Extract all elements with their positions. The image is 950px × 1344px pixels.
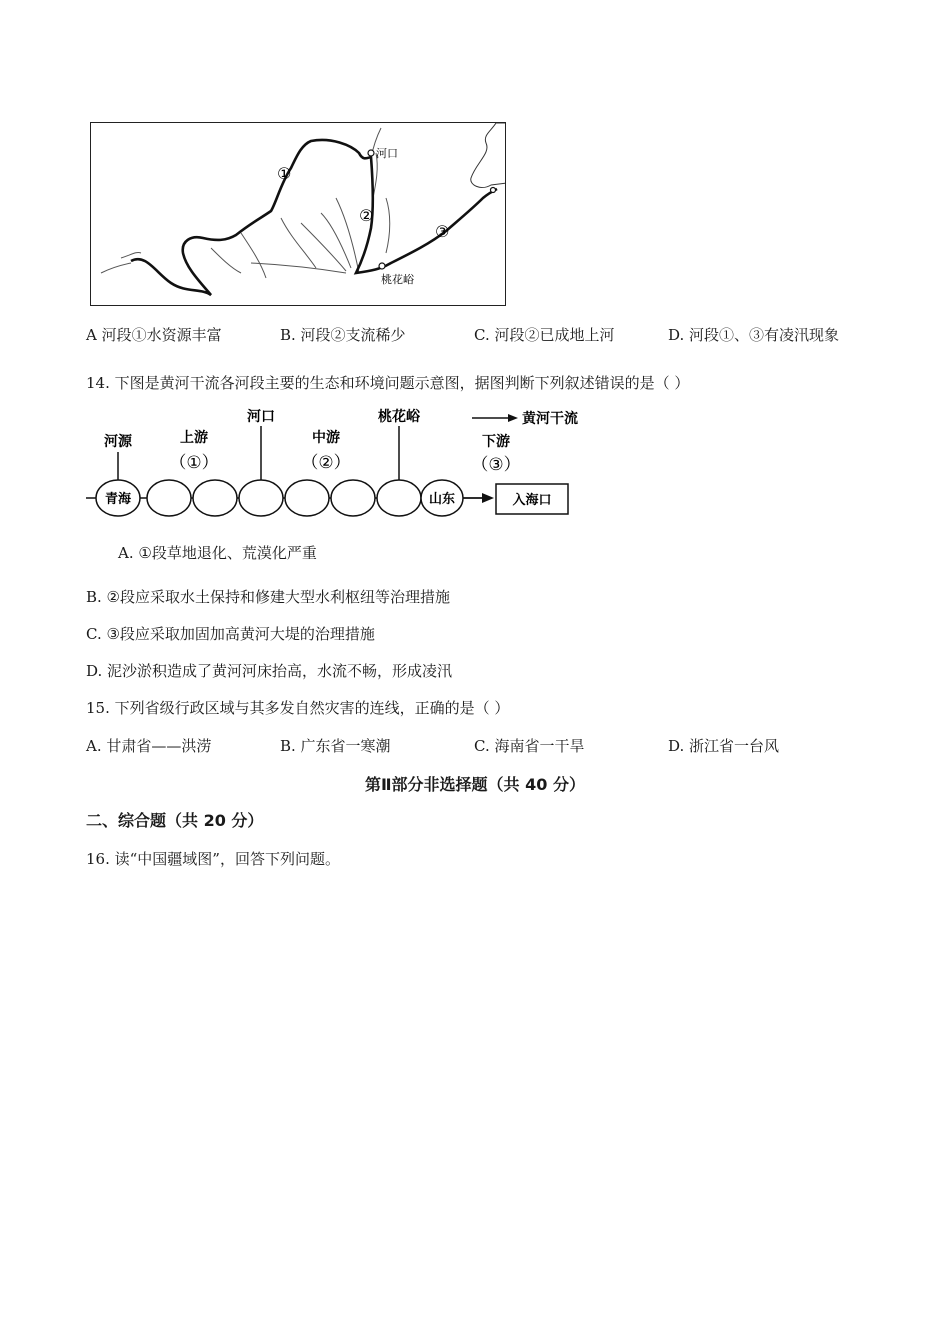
part2-title: 第Ⅱ部分非选择题（共 40 分） xyxy=(365,775,585,794)
q14-stem: 14. 下图是黄河干流各河段主要的生态和环境问题示意图，据图判断下列叙述错误的是（ ） xyxy=(86,374,690,392)
label-mainstream: 黄河干流 xyxy=(522,411,578,427)
q15-option-a[interactable]: A. 甘肃省——洪涝 xyxy=(86,737,212,755)
label-seg3: （③） xyxy=(471,455,521,475)
yellow-river-segment-diagram xyxy=(86,404,606,522)
q14-option-a[interactable]: A. ①段草地退化、荒漠化严重 xyxy=(118,544,317,562)
label-shandong: 山东 xyxy=(428,492,456,507)
yellow-river-mainstream xyxy=(131,140,497,295)
circle-1 xyxy=(147,480,191,516)
q14-option-c[interactable]: C. ③段应采取加固加高黄河大堤的治理措施 xyxy=(86,625,375,643)
q13-option-d[interactable]: D. 河段①、③有凌汛现象 xyxy=(668,326,840,344)
q15-option-d[interactable]: D. 浙江省一台风 xyxy=(668,737,780,755)
legend-arrow-head xyxy=(508,414,518,422)
section2-title: 二、综合题（共 20 分） xyxy=(86,811,264,830)
q14-option-d[interactable]: D. 泥沙淤积造成了黄河河床抬高，水流不畅，形成凌汛 xyxy=(86,662,453,680)
q15-option-c[interactable]: C. 海南省一干旱 xyxy=(474,737,585,755)
circle-2 xyxy=(193,480,237,516)
map-label-seg2: ② xyxy=(359,206,374,225)
label-qinghai: 青海 xyxy=(104,492,132,507)
segment-diagram-svg xyxy=(86,404,606,522)
circle-3 xyxy=(239,480,283,516)
label-hekou: 河口 xyxy=(247,409,275,425)
circle-5 xyxy=(331,480,375,516)
label-shangyou: 上游 xyxy=(180,430,208,446)
yellow-river-map xyxy=(90,122,506,306)
q14-option-b[interactable]: B. ②段应采取水土保持和修建大型水利枢纽等治理措施 xyxy=(86,588,451,606)
coastline xyxy=(471,123,506,187)
hekou-marker xyxy=(368,150,374,156)
q15-option-b[interactable]: B. 广东省一寒潮 xyxy=(280,737,391,755)
label-heyuan: 河源 xyxy=(104,434,132,450)
q13-option-a[interactable]: A 河段①水资源丰富 xyxy=(86,326,222,344)
estuary-marker xyxy=(491,188,496,193)
circle-6 xyxy=(377,480,421,516)
map-label-taohuayu: 桃花峪 xyxy=(381,273,414,286)
label-seg1: （①） xyxy=(169,453,219,473)
q15-stem: 15. 下列省级行政区域与其多发自然灾害的连线，正确的是（ ） xyxy=(86,699,510,717)
label-xiayou: 下游 xyxy=(482,434,510,450)
map-label-hekou: 河口 xyxy=(376,147,398,160)
map-label-seg1: ① xyxy=(277,164,292,183)
label-taohuayu: 桃花峪 xyxy=(378,409,420,425)
q16-stem: 16. 读“中国疆域图”，回答下列问题。 xyxy=(86,850,340,868)
map-label-seg3: ③ xyxy=(435,222,450,241)
axis-arrow xyxy=(482,493,494,503)
label-estuary: 入海口 xyxy=(512,493,552,508)
q13-option-c[interactable]: C. 河段②已成地上河 xyxy=(474,326,615,344)
label-seg2: （②） xyxy=(301,453,351,473)
taohuayu-marker xyxy=(379,263,385,269)
yellow-river-map-svg xyxy=(91,123,506,306)
label-zhongyou: 中游 xyxy=(312,430,340,446)
circle-4 xyxy=(285,480,329,516)
q13-option-b[interactable]: B. 河段②支流稀少 xyxy=(280,326,406,344)
tributaries xyxy=(101,128,390,278)
